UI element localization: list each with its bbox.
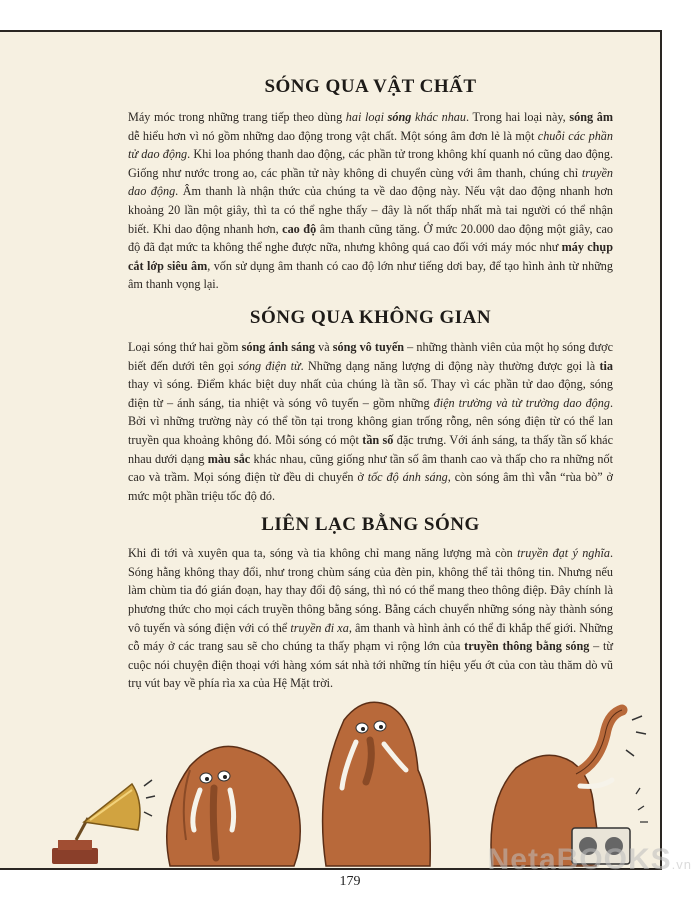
italic-phrase: truyền dao động	[128, 165, 613, 199]
bold-term: sóng vô tuyến	[332, 339, 405, 354]
section-body	[128, 108, 613, 294]
body-text: – những thành viên của một họ sóng được biết đến dưới tên gọi	[128, 339, 613, 373]
watermark-suffix: .vn	[671, 857, 692, 872]
body-text: . Âm thanh là nhận thức của chúng ta về dao động này. Nếu vật dao động nhanh hơn khoảng 20 lần một giây, thì ta có thể nghe thấy – đây là nốt thấp nhất mà tai người có thể nhận biết. Khi dao động nhanh hơn,	[128, 184, 614, 236]
section-body	[128, 544, 613, 693]
body-text: khác nhau, cũng giống như tần số âm thanh cao và thấp cho ra những nốt cao và trầm. Mọi sóng điện từ đều di chuyển ở	[128, 451, 613, 485]
gramophone-icon	[52, 780, 155, 864]
body-text: . Những dạng năng lượng di động này thường được gọi là	[300, 358, 600, 373]
watermark-logo	[488, 843, 692, 877]
section-title: SÓNG QUA VẬT CHẤT	[264, 76, 477, 97]
body-text: âm thanh cũng tăng. Ở mức 20.000 dao động một giây, cao độ đã đạt mức ta không thể nghe được nữa, nhưng không quá cao đối với máy móc như	[128, 221, 613, 255]
italic-phrase: truyền đạt ý nghĩa	[517, 546, 610, 561]
italic-phrase: chuỗi các phần tử dao động	[128, 128, 613, 162]
bold-term: máy chụp cắt lớp siêu âm	[128, 240, 613, 273]
mammoth-icon	[167, 746, 301, 866]
body-text: – từ cuộc nói chuyện điện thoại với hàng xóm sát nhà tới những tín hiệu yếu ớt của con tàu thăm dò vũ trụ vút bay về phía rìa xa của Hệ Mặt trời.	[128, 639, 613, 691]
bold-term: màu sắc	[207, 451, 251, 466]
italic-phrase: điện trường và từ trường dao động	[433, 395, 610, 410]
bold-term: sóng ánh sáng	[241, 339, 315, 354]
bold-term: cao độ	[282, 221, 317, 236]
body-text: Máy móc trong những trang tiếp theo dùng	[128, 110, 346, 124]
italic-phrase: hai loại	[345, 110, 388, 124]
bold-term: sóng âm	[569, 110, 613, 124]
body-text: . Khi loa phóng thanh dao động, các phần tử trong không khí quanh nó cũng dao động. Giống như nước trong ao, các phần tử này không di chuyển cùng với âm thanh, chúng chỉ	[128, 147, 613, 180]
body-text: Khi đi tới và xuyên qua ta, sóng và tia không chỉ mang năng lượng mà còn	[128, 546, 518, 561]
body-text: . Bởi vì những trường này có thể tồn tại trong không gian trống rỗng, nên sóng điện từ có thể lan truyền qua khoảng không đó. Mỗi sóng có một	[128, 395, 613, 447]
body-text: và	[314, 339, 333, 354]
body-text: Loại sóng thứ hai gồm	[128, 339, 242, 354]
body-text: đặc trưng. Với ánh sáng, ta thấy tần số khác nhau dưới dạng	[128, 432, 613, 466]
mammoth-icon	[323, 702, 431, 866]
bold-term: tia	[599, 358, 613, 373]
body-text: dễ hiểu hơn vì nó gồm những dao động trong vật chất. Một sóng âm đơn lẻ là một	[128, 128, 538, 143]
italic-phrase: sóng điện từ	[238, 358, 301, 373]
italic-phrase: tốc độ ánh sáng	[367, 470, 448, 485]
section-body	[128, 338, 613, 505]
bold-term: tần số	[362, 432, 394, 447]
body-text: . Trong hai loại này,	[465, 110, 570, 124]
body-text: . Sóng hằng không thay đổi, như trong chùm sáng của đèn pin, không thể tải thông tin. Nhưng nếu làm chùm tia đó gián đoạn, hay thay đổi độ sáng, thì nó có thể mang theo thông điệp. Đây chính là phương thức cho mọi cách truyền thông bằng sóng. Bằng cách chuyển những sóng này thành sóng vô tuyến và sóng điện với có thể	[128, 546, 613, 635]
bold-italic-term: sóng	[387, 110, 412, 124]
bold-term: truyền thông bằng sóng	[464, 639, 590, 654]
italic-phrase: truyền đi xa	[290, 620, 349, 635]
body-text: thay vì sóng. Điểm khác biệt duy nhất của chúng là tần số. Thay vì các phần tử dao động, sóng điện từ – ánh sáng, tia nhiệt và sóng vô tuyến – gồm những	[128, 377, 613, 410]
body-text: , vốn sử dụng âm thanh có cao độ lớn như tiếng dơi bay, để tạo hình ảnh từ những âm thanh vọng lại.	[128, 258, 613, 292]
section-sound-through-matter	[128, 76, 613, 294]
section-title: SÓNG QUA KHÔNG GIAN	[249, 306, 492, 328]
section-title: LIÊN LẠC BẰNG SÓNG	[261, 514, 480, 536]
page-content	[128, 76, 613, 693]
section-waves-through-space	[128, 307, 613, 505]
italic-phrase: khác nhau	[411, 110, 466, 124]
watermark-text: NetaBOOKS	[487, 843, 672, 876]
section-communication-by-waves	[128, 514, 613, 693]
body-text: , âm thanh và hình ảnh có thể đi khắp thế giới. Những cỗ máy ở các trang sau sẽ cho chúng ta thấy phạm vi rộng lớn của	[128, 620, 613, 654]
page-number: 179	[339, 874, 361, 889]
body-text: , còn sóng âm thì vẫn “rùa bò” ở mức một phần triệu tốc độ đó.	[128, 470, 613, 503]
